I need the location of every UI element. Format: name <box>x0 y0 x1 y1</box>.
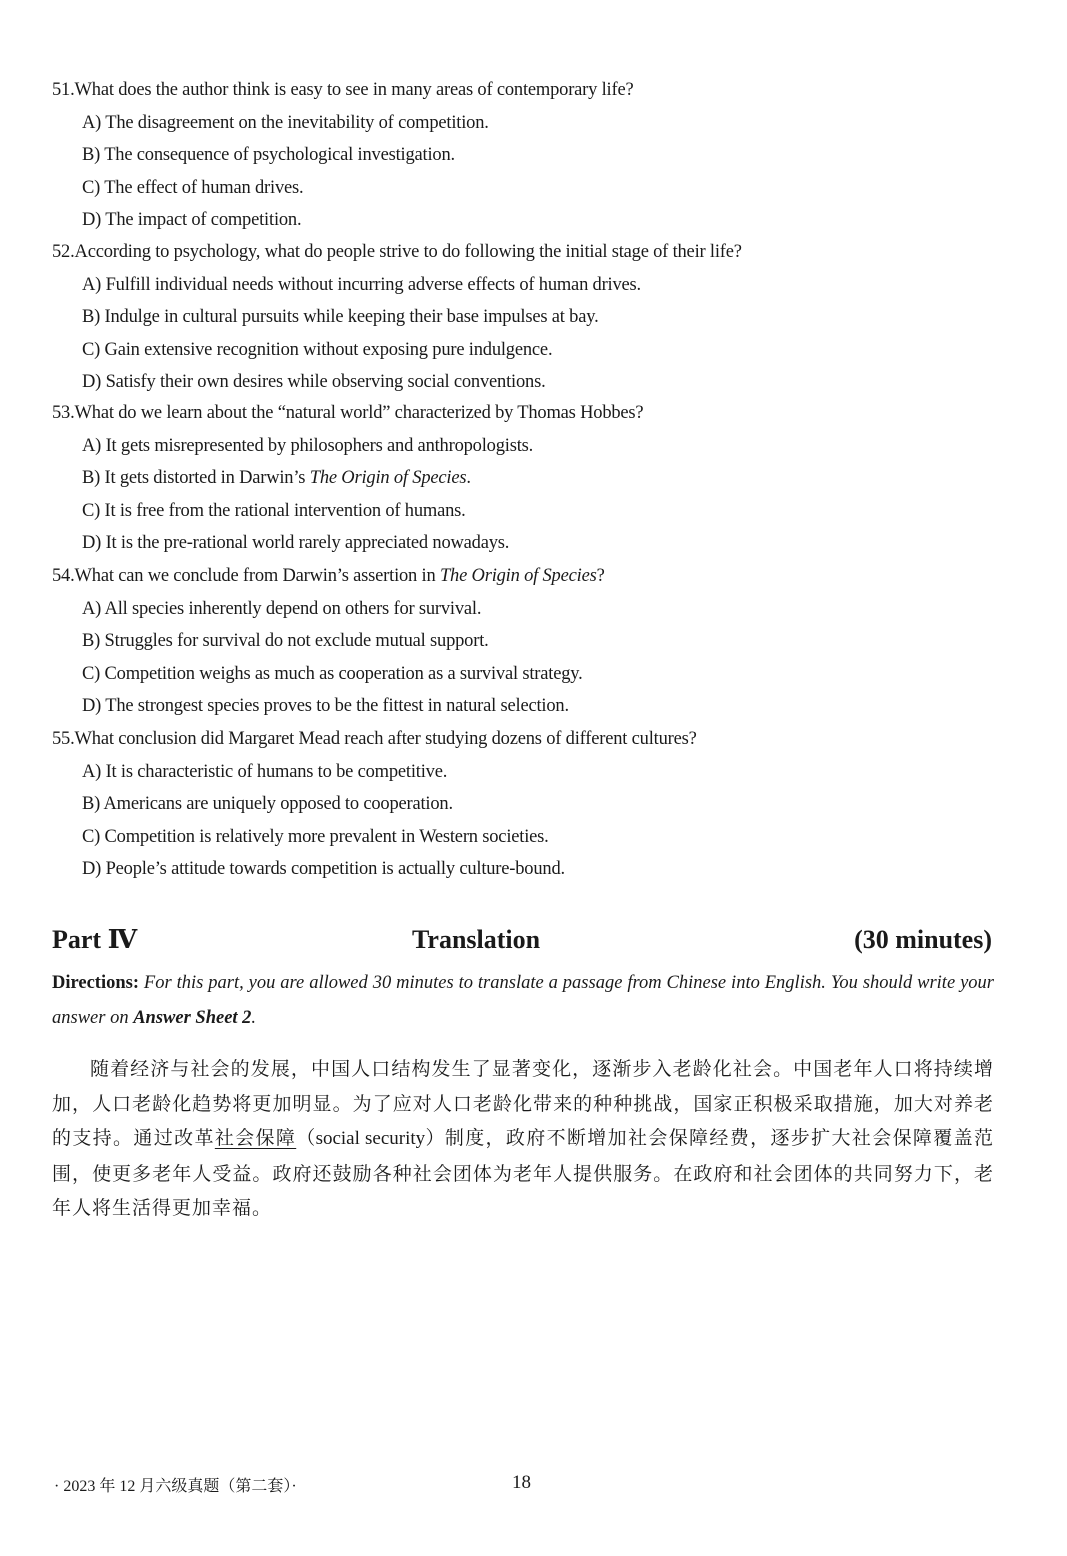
book-title: The Origin of Species <box>309 468 467 488</box>
option-c: C) It is free from the rational intervention of humans. <box>82 500 466 521</box>
question-51 <box>52 74 633 237</box>
part-time: (30 minutes) <box>854 925 992 954</box>
directions: Directions: For this part, you are allowed 30 minutes to translate a passage from Chinese into English. You should write your answer on Answer Sheet 2. <box>52 973 994 1028</box>
question-stem: 52.According to psychology, what do people strive to do following the initial stage of their life? <box>52 242 742 262</box>
option-d: D) It is the pre-rational world rarely appreciated nowadays. <box>82 533 510 553</box>
option-c: C) Gain extensive recognition without exposing pure indulgence. <box>82 339 553 360</box>
question-stem: 53.What do we learn about the “natural world” characterized by Thomas Hobbes? <box>52 403 644 423</box>
option-a: A) The disagreement on the inevitability of competition. <box>82 112 489 133</box>
part-header <box>52 925 992 965</box>
question-stem: 51.What does the author think is easy to see in many areas of contemporary life? <box>52 80 634 100</box>
answer-sheet-ref: Answer Sheet 2 <box>133 1008 252 1028</box>
option-d: D) People’s attitude towards competition is actually culture-bound. <box>82 859 565 879</box>
option-b: B) Indulge in cultural pursuits while keeping their base impulses at bay. <box>82 307 599 327</box>
option-d: D) The strongest species proves to be the fittest in natural selection. <box>82 696 569 716</box>
directions-text: For this part, you are allowed 30 minutes to translate a passage from Chinese into English. You should write your answer on <box>52 973 994 1028</box>
underlined-term: 社会保障 <box>214 1127 297 1149</box>
footer-source: · 2023 年 12 月六级真题（第二套）· <box>54 1478 297 1495</box>
option-b: B) The consequence of psychological investigation. <box>82 145 455 165</box>
option-a: A) It is characteristic of humans to be competitive. <box>82 761 448 782</box>
question-54 <box>52 560 605 723</box>
book-title: The Origin of Species <box>439 566 597 586</box>
option-a: A) Fulfill individual needs without incurring adverse effects of human drives. <box>82 274 641 295</box>
option-d: D) Satisfy their own desires while observing social conventions. <box>82 372 546 392</box>
option-b: B) It gets distorted in Darwin’s The Origin of Species. <box>82 468 471 488</box>
option-b: B) Struggles for survival do not exclude mutual support. <box>82 631 489 651</box>
option-c: C) Competition weighs as much as cooperation as a survival strategy. <box>82 663 583 684</box>
part-title: Translation <box>412 925 541 954</box>
page-number: 18 <box>512 1472 531 1493</box>
question-52 <box>52 236 742 399</box>
directions-label: Directions: <box>52 973 139 993</box>
question-53 <box>52 397 643 560</box>
option-c: C) Competition is relatively more prevalent in Western societies. <box>82 826 549 847</box>
option-a: A) All species inherently depend on others for survival. <box>82 598 482 619</box>
option-c: C) The effect of human drives. <box>82 177 304 198</box>
translation-passage: 随着经济与社会的发展，中国人口结构发生了显著变化，逐渐步入老龄化社会。中国老年人口将持续增加，人口老龄化趋势将更加明显。为了应对人口老龄化带来的种种挑战，国家正积极采取措施，加大对养老的支持。通过改革社会保障（social security）制度，政府不断增加社会保障经费，逐步扩大社会保障覆盖范围，使更多老年人受益。政府还鼓励各种社会团体为老年人提供服务。在政府和社会团体的共同努力下，老年人将生活得更加幸福。 <box>52 1058 994 1219</box>
option-a: A) It gets misrepresented by philosophers and anthropologists. <box>82 435 534 456</box>
question-55 <box>52 723 697 886</box>
option-b: B) Americans are uniquely opposed to cooperation. <box>82 794 453 814</box>
option-d: D) The impact of competition. <box>82 210 302 230</box>
question-stem: 54.What can we conclude from Darwin’s assertion in The Origin of Species? <box>52 566 605 586</box>
question-stem: 55.What conclusion did Margaret Mead reach after studying dozens of different cultures? <box>52 729 697 749</box>
part-number: Part Ⅳ <box>52 925 138 954</box>
english-gloss: （social security） <box>296 1128 445 1149</box>
